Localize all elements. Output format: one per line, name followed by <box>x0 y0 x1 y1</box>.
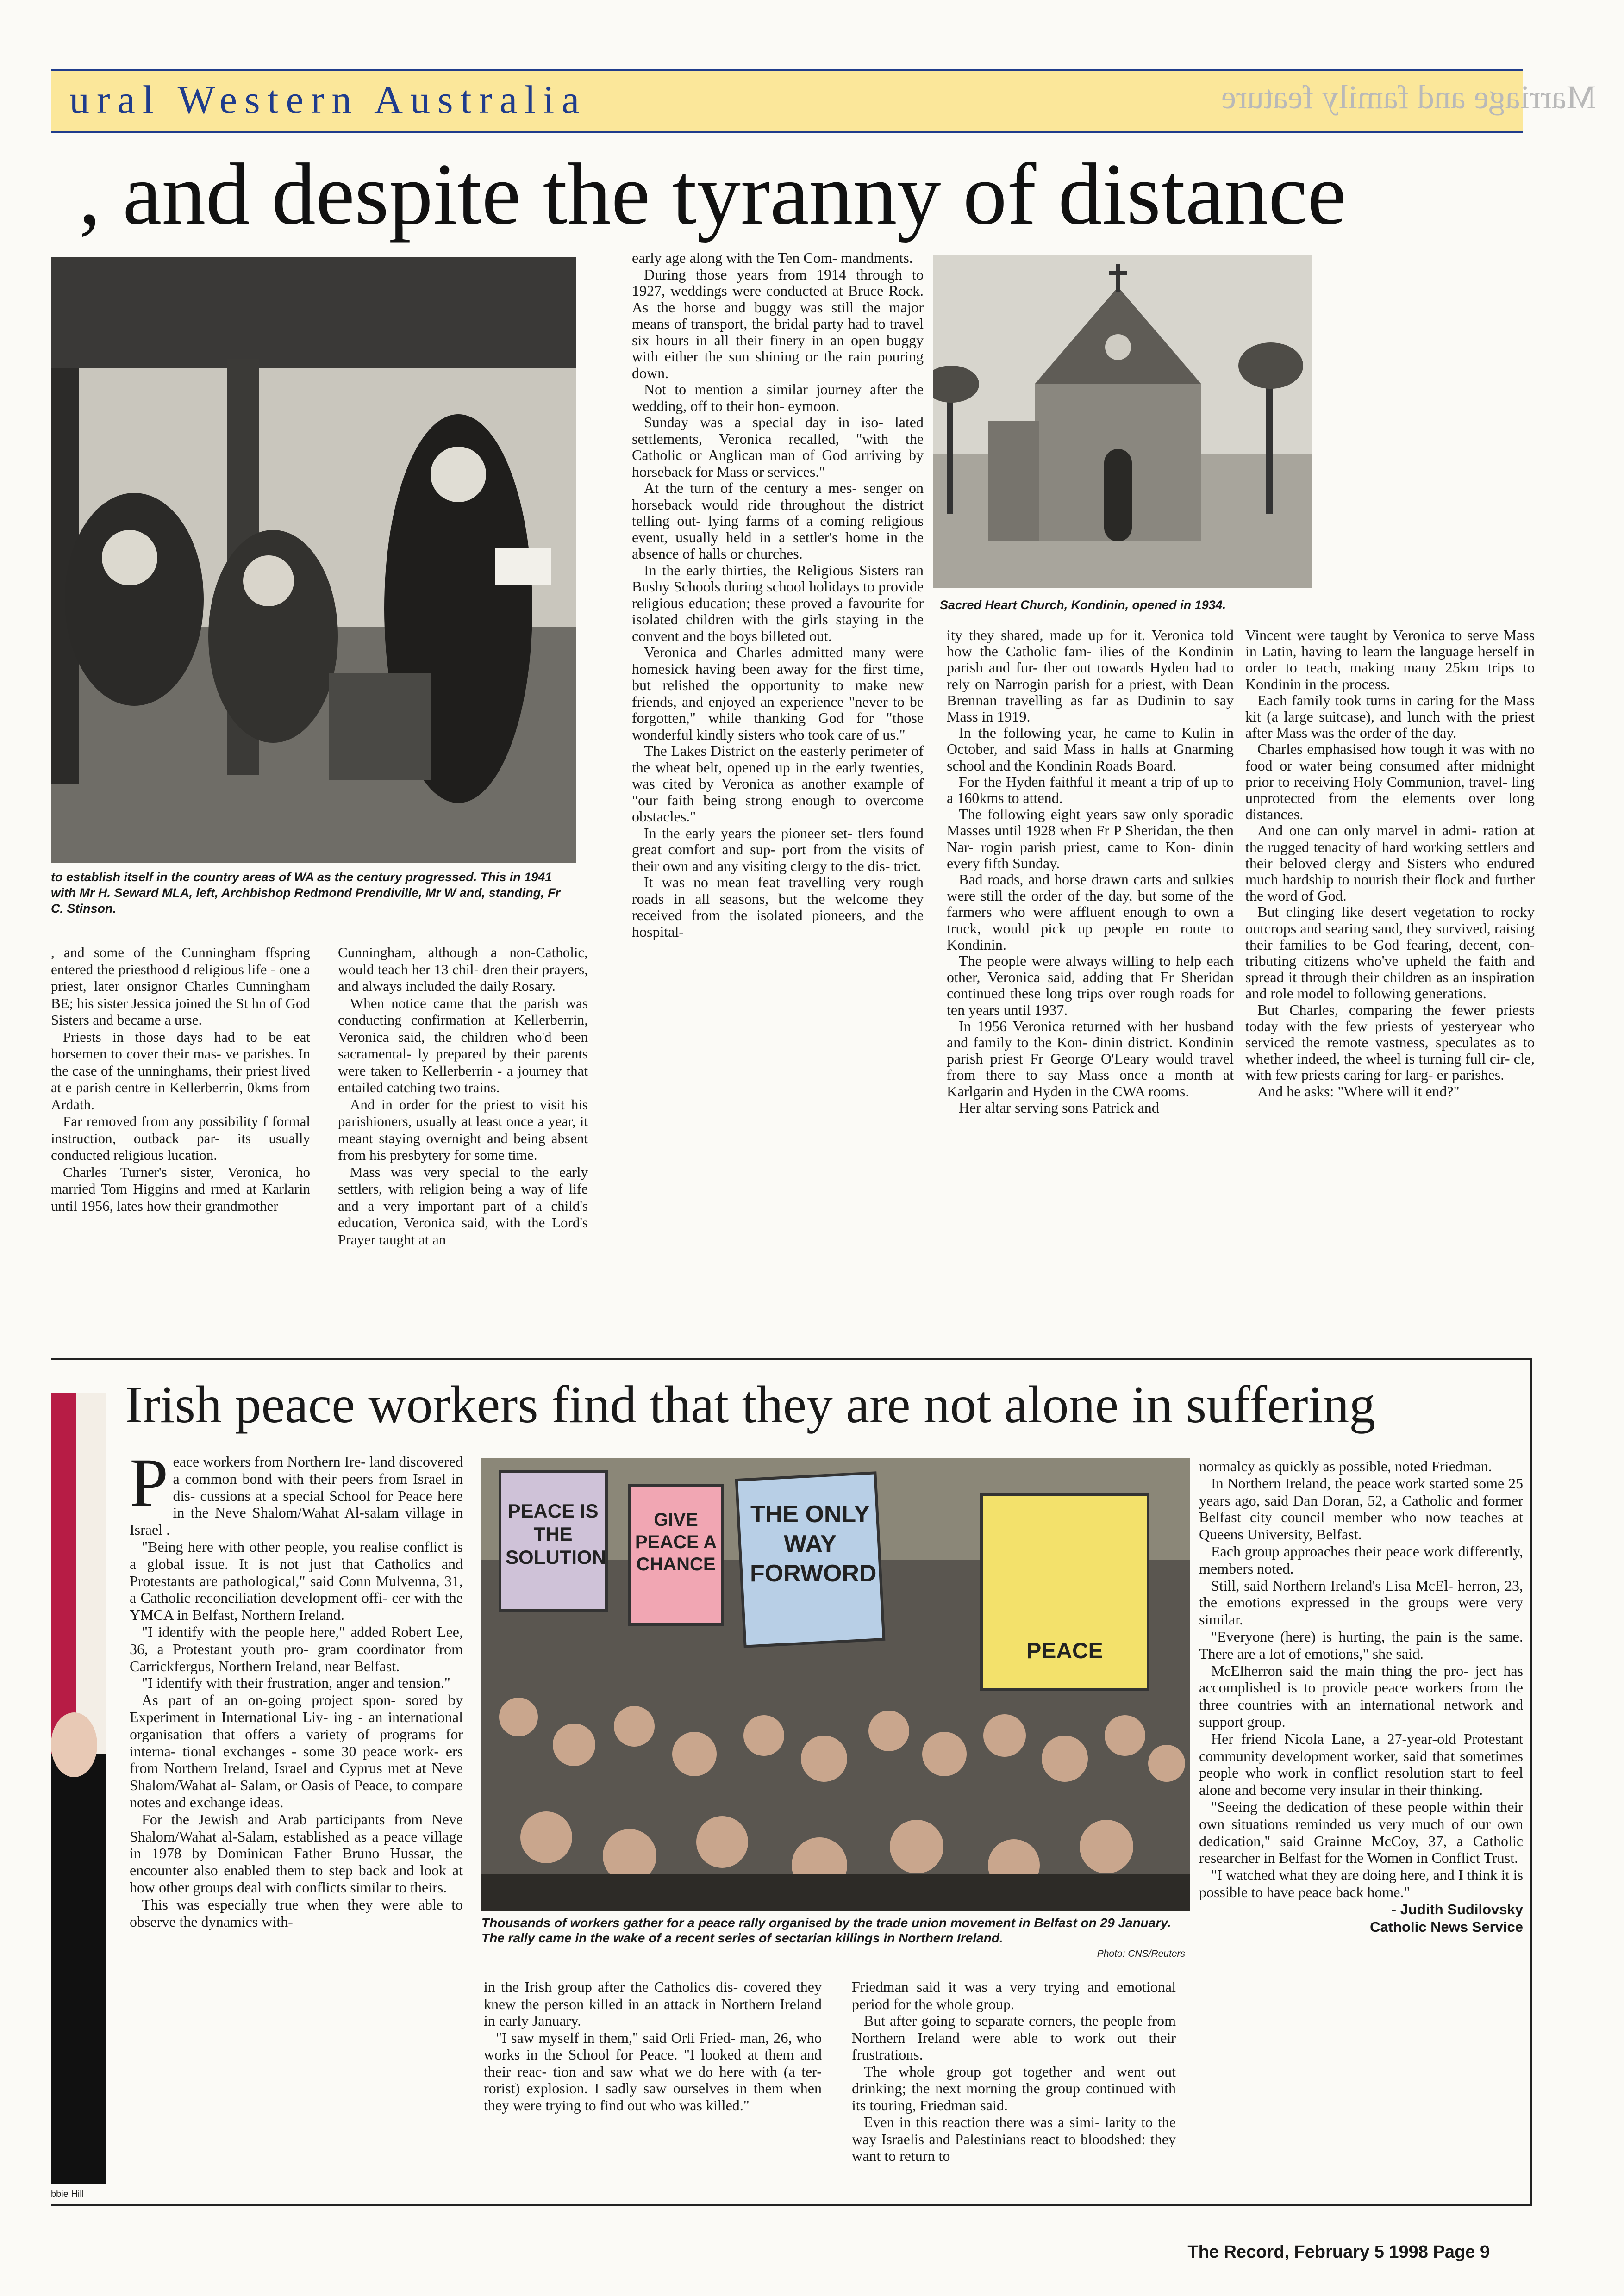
paragraph: As part of an on-going project spon- sored by Experiment in International Liv- ing - an international organisation that offers a variety of programs for interna- tional exchanges - some 30 peace work- ers from Northern Ireland, Israel and Cyprus met at Neve Shalom/Wahat al- Salam, or Oasis of Peace, to compare notes and exchange ideas. <box>130 1692 463 1811</box>
paragraph: "I identify with the people here," added Robert Lee, 36, a Protestant youth pro- gram coordinator from Carrickfergus, Northern Ireland, near Belfast. <box>130 1623 463 1674</box>
agency: Catholic News Service <box>1370 1918 1523 1935</box>
paragraph: For the Jewish and Arab participants from Neve Shalom/Wahat al-Salam, established as a peace village in 1978 by Dominican Father Bruno Hussar, the encounter also enabled them to step back and look at how other groups deal with conflicts similar to theirs. <box>130 1811 463 1896</box>
paragraph: Not to mention a similar journey after the wedding, off to their hon- eymoon. <box>632 381 924 414</box>
paragraph: In the early thirties, the Religious Sisters ran Bushy Schools during school holidays to provide religious education; these proved a favourite for isolated children with the girls staying in the convent and the boys billeted out. <box>632 561 924 644</box>
paragraph: The people were always willing to help each other, Veronica said, adding that Fr Sheridan continued these long trips over rough roads for ten years until 1937. <box>947 952 1234 1018</box>
story-box-bottom-rule <box>51 2204 1532 2206</box>
paragraph: normalcy as quickly as possible, noted Friedman. <box>1199 1458 1492 1475</box>
paragraph: "Being here with other people, you realise conflict is a global issue. It is not just that Catholics and Protestants are pathological," said Conn Mulvenna, 31, a Catholic reconciliation development offi- cer with the YMCA in Belfast, Northern Ireland. <box>130 1538 463 1624</box>
paragraph: "I saw myself in them," said Orli Fried- man, 26, who works in the School for Peace. "I looked at them and their reac- tion and saw what we do here with (a ter- rorist) explosion. I sadly saw ourselves in them when they were trying to find out who was killed." <box>484 2029 822 2114</box>
church-photo-caption: Sacred Heart Church, Kondinin, opened in 1934. <box>940 598 1226 612</box>
column-c <box>632 250 924 940</box>
side-photo-credit: bbie Hill <box>51 2189 84 2199</box>
story-column-4 <box>1199 1458 1523 1936</box>
paragraph: But clinging like desert vegetation to rocky outcrops and searing sand, they survived, raising their families to be God fearing, decent, con- tributing citizens who've upheld the faith and spread it through their children as an inspiration and role model to following generations. <box>1245 903 1535 1002</box>
paragraph: The Lakes District on the easterly perimeter of the wheat belt, opened up in the early twenties, was cited by Veronica as another example of "our faith being strong enough to overcome obstacles." <box>632 742 924 825</box>
paragraph: Still, said Northern Ireland's Lisa McEl- herron, 23, the emotions expressed in the groups were very similar. <box>1199 1577 1523 1628</box>
paragraph: "I identify with their frustration, anger and tension." <box>142 1674 450 1692</box>
paragraph: eace workers from Northern Ire- land discovered a common bond with their peers from Israel in dis- cussions at a special School for Peace here in the Neve Shalom/Wahat Al-salam village in Israel . <box>130 1453 463 1538</box>
story-column-1 <box>130 1444 463 1930</box>
church-photo <box>933 255 1312 588</box>
paragraph: in the Irish group after the Catholics dis- covered they knew the person killed in an attack in Northern Ireland in early January. <box>484 1979 822 2029</box>
paragraph: The following eight years saw only sporadic Masses until 1928 when Fr P Sheridan, the then Nar- rogin parish priest, came to Kon- dinin every fifth Sunday. <box>947 806 1234 871</box>
story-headline: Irish peace workers find that they are not alone in suffering <box>125 1375 1376 1434</box>
rally-sign: THE ONLY WAY FORWORD <box>750 1501 877 1587</box>
ceremony-photo <box>51 257 576 863</box>
paragraph: At the turn of the century a mes- senger on horseback would ride throughout the district telling out- lying farms of a coming religious event, usually held in a settler's home in the absence of halls or churches. <box>632 479 924 562</box>
paragraph: ity they shared, made up for it. Veronica told how the Catholic fam- ilies of the Kondinin parish and fur- ther out towards Hyden had to rely on Narrogin parish for a priest, with Dean Brennan travelling as far as Dudinin to say Mass in 1919. <box>947 627 1234 725</box>
paragraph: Each group approaches their peace work differently, members noted. <box>1199 1543 1523 1577</box>
rally-sign: PEACE IS THE SOLUTION <box>506 1500 606 1568</box>
paragraph: In Northern Ireland, the peace work started some 25 years ago, said Dan Doran, 52, a Catholic and former Belfast city council member who now teaches at Queens University, Belfast. <box>1199 1475 1523 1543</box>
paragraph: Sunday was a special day in iso- lated settlements, Veronica recalled, "with the Catholic or Anglican man of God arriving by horseback for Mass or services." <box>632 414 924 480</box>
paragraph: But after going to separate corners, the people from Northern Ireland were able to work out their frustrations. <box>852 2012 1176 2063</box>
paragraph: Mass was very special to the early settlers, with religion being a way of life and a very important part of a child's education, Veronica said, with the Lord's Prayer taught at an <box>338 1164 588 1248</box>
paragraph: early age along with the Ten Com- mandments. <box>632 249 913 266</box>
side-photo <box>51 1393 106 2184</box>
story-column-2 <box>484 1979 822 2114</box>
paragraph: Charles emphasised how tough it was with no food or water being consumed after midnight prior to receiving Holy Communion, travel- ling unprotected from the elements over long distances. <box>1245 740 1535 823</box>
column-a <box>51 944 310 1214</box>
paragraph: Friedman said it was a very trying and emotional period for the whole group. <box>852 1979 1176 2012</box>
paragraph: This was especially true when they were able to observe the dynamics with- <box>130 1896 463 1930</box>
paragraph: , and some of the Cunningham ffspring entered the priesthood d religious life - one a priest, later onsignor Charles Cunningham BE; his sister Jessica joined the St hn of God Sisters and became a urse. <box>51 944 310 1028</box>
story-column-3 <box>852 1979 1176 2165</box>
paragraph: Each family took turns in caring for the Mass kit (a large suitcase), and lunch with the priest after Mass was the order of the day. <box>1245 691 1535 741</box>
paragraph: In 1956 Veronica returned with her husband and family to the Kon- dinin district. Kondinin parish priest Fr George O'Leary would travel from there to say Mass once a month at Karlgarin and Hyden in the CWA rooms. <box>947 1017 1234 1100</box>
paragraph: Her friend Nicola Lane, a 27-year-old Protestant community development worker, said that sometimes people who work in conflict resolution start to feel alone and become very insular in their thinking. <box>1199 1730 1523 1798</box>
column-e <box>1245 627 1535 1100</box>
rally-sign: PEACE <box>1026 1639 1103 1663</box>
rally-photo-credit: Photo: CNS/Reuters <box>1097 1948 1185 1959</box>
paragraph: And he asks: "Where will it end?" <box>1257 1083 1460 1100</box>
section-banner-mirror-text: Marriage and family feature <box>1221 79 1596 116</box>
paragraph: And one can only marvel in admi- ration at the rugged tenacity of hard working settlers and their beloved clergy and Sisters who endured much hardship to nourish their flock and further the word of God. <box>1245 822 1535 904</box>
paragraph: And in order for the priest to visit his parishioners, usually at least once a year, it meant staying overnight and being absent from his presbytery for some time. <box>338 1096 588 1163</box>
column-d <box>947 627 1234 1116</box>
page-footer: The Record, February 5 1998 Page 9 <box>1187 2242 1490 2262</box>
paragraph: Veronica and Charles admitted many were homesick having been away for the first time, but relished the opportunity to make new friends, and enjoyed an experience "never to be forgotten," while thanking God for "those wonderful kindly sisters who took care of us." <box>632 644 924 743</box>
paragraph: Bad roads, and horse drawn carts and sulkies were still the order of the day, but some of the farmers who were affluent enough to own a truck, would pick up people en route to Kondinin. <box>947 871 1234 953</box>
headline: , and despite the tyranny of distance <box>79 146 1347 243</box>
paragraph: For the Hyden faithful it meant a trip of up to a 160kms to attend. <box>947 773 1234 807</box>
paragraph: In the early years the pioneer set- tlers found great comfort and sup- port from the visits of their own and any visiting clergy to the dis- trict. <box>632 824 924 874</box>
paragraph: Cunningham, although a non-Catholic, would teach her 13 chil- dren their prayers, and always included the daily Rosary. <box>338 944 588 994</box>
paragraph: Charles Turner's sister, Veronica, ho married Tom Higgins and rmed at Karlarin until 1956, lates how their grandmother <box>51 1164 310 1214</box>
paragraph: When notice came that the parish was conducting confirmation at Kellerberrin, Veronica said, the children who'd been sacramental- ly prepared by their parents were taken to Kellerberrin - a journey that entailed catching two trains. <box>338 995 588 1095</box>
paragraph: During those years from 1914 through to 1927, weddings were conducted at Bruce Rock. As the horse and buggy was still the major means of transport, the bridal party had to travel six hours in all their finery in an open buggy with either the sun shining or the rain pouring down. <box>632 266 924 381</box>
rally-sign: GIVE PEACE A CHANCE <box>635 1510 717 1574</box>
paragraph: In the following year, he came to Kulin in October, and said Mass in halls at Gnarming school and the Kondinin Roads Board. <box>947 724 1234 774</box>
paragraph: Even in this reaction there was a simi- larity to the way Israelis and Palestinians react to bloodshed: they want to return to <box>852 2114 1176 2164</box>
paragraph: "Everyone (here) is hurting, the pain is the same. There are a lot of emotions," she said. <box>1199 1628 1523 1662</box>
drop-cap: P <box>130 1444 169 1521</box>
story-box-top-rule <box>51 1358 1532 1360</box>
peace-rally-photo <box>481 1458 1190 1911</box>
column-b <box>338 944 588 1248</box>
paragraph: "I watched what they are doing here, and I think it is possible to have peace back home." <box>1199 1867 1523 1900</box>
paragraph: Vincent were taught by Veronica to serve Mass in Latin, having to learn the language herself in order to teach, making many 25km trips to Kondinin in the process. <box>1245 627 1535 692</box>
paragraph: It was no mean feat travelling very rough roads in all seasons, but the welcome they received from the isolated pioneers, and the hospital- <box>632 874 924 940</box>
paragraph: Her altar serving sons Patrick and <box>959 1099 1159 1116</box>
section-banner-title: ural Western Australia <box>69 77 587 122</box>
rally-photo-caption: Thousands of workers gather for a peace rally organised by the trade union movement in Belfast on 29 January. The rally came in the wake of a recent series of sectarian killings in Northern Ireland. <box>481 1916 1171 1945</box>
paragraph: Priests in those days had to be eat horsemen to cover their mas- ve parishes. In the case of the unninghams, their priest lived at e parish centre in Kellerberrin, 0kms from Ardath. <box>51 1028 310 1113</box>
story-box-right-rule <box>1530 1358 1532 2205</box>
paragraph: "Seeing the dedication of these people within their own situations reminded us very much of our own dedication," said Grainne McCoy, 37, a Catholic researcher in Belfast for the Women in Conflict Trust. <box>1199 1798 1523 1867</box>
top-photo-caption: to establish itself in the country areas of WA as the century progressed. This in 1941 with Mr H. Seward MLA, left, Archbishop Redmond Prendiville, Mr W and, standing, Fr C. Stinson. <box>51 870 561 915</box>
paragraph: Far removed from any possibility f formal instruction, outback par- its usually conducted religious lucation. <box>51 1113 310 1163</box>
paragraph: But Charles, comparing the fewer priests today with the few priests of yesteryear who serviced the remote vastness, speculates as to whether indeed, the wheel is turning full cir- cle, with few priests caring for larg- er parishes. <box>1245 1001 1535 1083</box>
paragraph: McElherron said the main thing the pro- ject has accomplished is to provide peace workers from the three countries with an international network and support group. <box>1199 1662 1523 1730</box>
paragraph: The whole group got together and went out drinking; the next morning the group continued with its touring, Friedman said. <box>852 2063 1176 2114</box>
byline: - Judith Sudilovsky <box>1391 1901 1523 1917</box>
